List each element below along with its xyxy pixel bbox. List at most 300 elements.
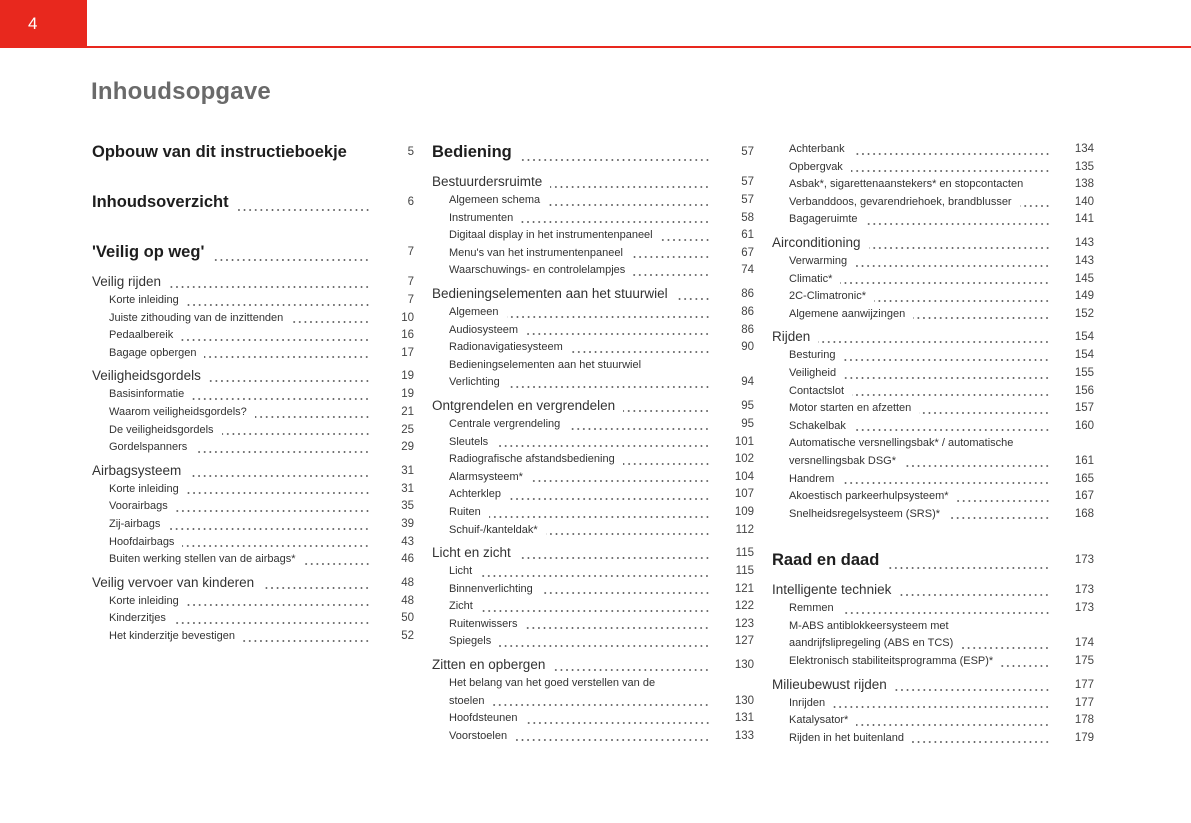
toc-page-number: 143: [1074, 236, 1094, 249]
toc-entry-title: Radionavigatiesysteem: [449, 341, 563, 354]
toc-entry-title: Waarom veiligheidsgordels?: [109, 405, 247, 418]
dot-leader: [355, 156, 370, 162]
toc-section[interactable]: [772, 233, 1094, 253]
toc-entry[interactable]: [92, 386, 414, 404]
toc-row: [772, 233, 1094, 253]
header-rule: [0, 46, 1191, 48]
toc-row: [789, 194, 1094, 212]
dot-leader: [174, 619, 370, 625]
toc-entry[interactable]: [432, 322, 754, 340]
toc-entry[interactable]: [432, 434, 754, 452]
toc-entry[interactable]: [92, 551, 414, 569]
dot-leader: [948, 514, 1050, 520]
toc-page-number: 135: [1074, 160, 1094, 173]
toc-entry[interactable]: [772, 211, 1094, 229]
toc-entry-title: Contactslot: [789, 384, 845, 397]
toc-entry[interactable]: [772, 141, 1094, 159]
toc-page-number: 115: [735, 547, 754, 560]
toc-entry-title: Raad en daad: [772, 551, 880, 570]
toc-page-number: 173: [1074, 602, 1094, 615]
dot-leader: [1020, 202, 1050, 208]
toc-entry-title: Kinderzitjes: [109, 612, 166, 625]
toc-entry[interactable]: [92, 327, 414, 345]
toc-entry-title: Het kinderzitje bevestigen: [109, 629, 235, 642]
toc-row: [109, 327, 414, 345]
toc-chapter[interactable]: [92, 139, 414, 165]
toc-row: [449, 598, 754, 616]
toc-entry-title: Binnenverlichting: [449, 582, 533, 595]
toc-column-3: [772, 141, 1094, 747]
toc-page-number: 10: [401, 311, 414, 324]
toc-row: [789, 383, 1094, 401]
toc-row: [449, 227, 754, 245]
toc-entry[interactable]: [772, 159, 1094, 177]
toc-page-number: 174: [1074, 637, 1094, 650]
toc-entry-title: Zicht: [449, 600, 473, 613]
toc-row: [432, 543, 754, 563]
toc-row: [92, 573, 414, 593]
toc-entry-title: Achterklep: [449, 488, 501, 501]
toc-page-number: 131: [734, 712, 754, 725]
dot-leader: [852, 391, 1050, 397]
dot-leader: [818, 338, 1050, 344]
toc-page-number: 57: [741, 146, 754, 158]
toc-section[interactable]: [432, 543, 754, 563]
toc-row: [109, 498, 414, 516]
dot-leader: [291, 318, 370, 324]
dot-leader: [548, 201, 710, 207]
toc-row: [449, 245, 754, 263]
toc-entry[interactable]: [432, 339, 754, 357]
toc-entry-title: Opbergvak: [789, 160, 843, 173]
toc-row: [789, 712, 1094, 730]
toc-section[interactable]: [772, 327, 1094, 347]
toc-row: [449, 451, 754, 469]
dot-leader: [874, 297, 1050, 303]
toc-row: [449, 616, 754, 634]
toc-section[interactable]: [432, 396, 754, 416]
toc-entry[interactable]: [432, 262, 754, 280]
toc-entry-title: Intelligente techniek: [772, 582, 892, 598]
toc-entry[interactable]: [772, 600, 1094, 618]
dot-leader: [187, 489, 370, 495]
toc-entry[interactable]: [772, 365, 1094, 383]
toc-entry[interactable]: [432, 581, 754, 599]
toc-page-number: 101: [734, 435, 754, 448]
toc-entry[interactable]: [772, 347, 1094, 365]
toc-page-number: 177: [1074, 696, 1094, 709]
toc-entry-title: Besturing: [789, 349, 836, 362]
toc-entry[interactable]: [772, 271, 1094, 289]
toc-entry[interactable]: [432, 227, 754, 245]
toc-entry[interactable]: [92, 593, 414, 611]
toc-page-number: 86: [741, 287, 754, 300]
toc-page-number: 58: [741, 211, 754, 224]
toc-row: [449, 693, 754, 711]
toc-page-number: 127: [734, 635, 754, 648]
toc-entry-title: Airbagsysteem: [92, 462, 182, 478]
toc-section[interactable]: [772, 580, 1094, 600]
toc-row: [789, 288, 1094, 306]
toc-entry-title: Bagage opbergen: [109, 346, 197, 359]
toc-entry-title: 'Veilig op weg': [92, 243, 205, 261]
toc-entry[interactable]: [92, 481, 414, 499]
toc-page-number: 157: [1074, 402, 1094, 415]
toc-section[interactable]: [432, 284, 754, 304]
toc-entry-title: Verwarming: [789, 254, 848, 267]
toc-entry[interactable]: [432, 710, 754, 728]
toc-entry[interactable]: [432, 192, 754, 210]
dot-leader: [842, 609, 1050, 615]
dot-leader: [869, 244, 1050, 250]
toc-page-number: 57: [741, 194, 754, 206]
toc-row: [109, 610, 414, 628]
toc-page-number: 155: [1074, 366, 1094, 379]
dot-leader: [195, 448, 370, 454]
toc-page-number: 179: [1074, 731, 1094, 744]
toc-entry-title: Zitten en opbergen: [432, 657, 546, 673]
dot-leader: [842, 479, 1050, 485]
toc-entry-title: 2C-Climatronic*: [789, 290, 867, 303]
toc-entry-title: Climatic*: [789, 272, 833, 285]
toc-entry-title: Snelheidsregelsysteem (SRS)*: [789, 507, 941, 520]
toc-page-number: 95: [741, 417, 754, 430]
toc-row: [449, 504, 754, 522]
toc-entry[interactable]: [772, 400, 1094, 418]
toc-page-number: 134: [1074, 143, 1094, 155]
toc-entry-title: Korte inleiding: [109, 594, 179, 607]
toc-page-number: 167: [1074, 490, 1094, 503]
toc-entry-title: Algemeen: [449, 305, 499, 318]
toc-section[interactable]: [92, 461, 414, 481]
toc-row: [109, 310, 414, 328]
toc-row: [789, 400, 1094, 418]
toc-row: [109, 439, 414, 457]
toc-entry-title: Achterbank: [789, 143, 845, 155]
dot-leader: [623, 460, 710, 466]
toc-entry-title: Milieubewust rijden: [772, 676, 887, 692]
toc-section[interactable]: [772, 675, 1094, 695]
toc-page-number: 19: [401, 370, 414, 383]
dot-leader: [209, 377, 370, 383]
toc-row: [432, 396, 754, 416]
toc-entry-title: Spiegels: [449, 635, 492, 648]
toc-row: [449, 522, 754, 540]
toc-entry[interactable]: [92, 422, 414, 440]
dot-leader: [855, 262, 1050, 268]
dot-leader: [182, 542, 370, 548]
toc-entry[interactable]: [432, 563, 754, 581]
toc-entry[interactable]: [772, 288, 1094, 306]
toc-entry-title-continued: aandrijfslipregeling (ABS en TCS): [789, 637, 954, 650]
dot-leader: [519, 554, 710, 560]
toc-entry-title: Bedieningselementen aan het stuurwiel: [449, 358, 642, 371]
toc-entry[interactable]: [772, 418, 1094, 436]
toc-row: [449, 304, 754, 322]
toc-row: [432, 172, 754, 192]
toc-row: [789, 506, 1094, 524]
dot-leader: [187, 301, 370, 307]
toc-row: [789, 471, 1094, 489]
toc-row: [772, 580, 1094, 600]
toc-entry[interactable]: [772, 712, 1094, 730]
page-title: Inhoudsopgave: [91, 78, 271, 105]
toc-row: [449, 322, 754, 340]
toc-entry[interactable]: [432, 486, 754, 504]
toc-entry-title: Veiligheid: [789, 366, 837, 379]
toc-entry-title: Veilig vervoer van kinderen: [92, 574, 255, 590]
toc-row: [449, 469, 754, 487]
toc-entry-title: Alarmsysteem*: [449, 470, 523, 483]
toc-entry[interactable]: [432, 357, 754, 392]
toc-entry[interactable]: [432, 598, 754, 616]
dot-leader: [509, 495, 710, 501]
toc-entry[interactable]: [772, 618, 1094, 653]
toc-section[interactable]: [92, 272, 414, 292]
toc-entry[interactable]: [92, 534, 414, 552]
dot-leader: [481, 607, 710, 613]
toc-entry[interactable]: [92, 439, 414, 457]
toc-row: [109, 292, 414, 310]
toc-entry-title: Digitaal display in het instrumentenpaneel: [449, 229, 653, 242]
toc-page-number: 16: [401, 329, 414, 342]
toc-entry-title: Sleutels: [449, 435, 489, 448]
toc-section[interactable]: [432, 655, 754, 675]
toc-entry[interactable]: [92, 404, 414, 422]
toc-row: [789, 347, 1094, 365]
dot-leader: [243, 637, 370, 643]
toc-page-number: 112: [735, 523, 754, 536]
toc-entry[interactable]: [432, 728, 754, 746]
toc-entry[interactable]: [92, 498, 414, 516]
toc-entry[interactable]: [432, 210, 754, 228]
dot-leader: [895, 686, 1050, 692]
toc-row: [449, 192, 754, 210]
toc-entry[interactable]: [772, 306, 1094, 324]
toc-page-number: 175: [1074, 655, 1094, 668]
toc-page-number: 17: [401, 346, 414, 359]
toc-row: [432, 655, 754, 675]
dot-leader: [913, 314, 1050, 320]
toc-row: [449, 581, 754, 599]
toc-row: [789, 306, 1094, 324]
toc-entry-title: Opbouw van dit instructieboekje: [92, 143, 347, 161]
toc-page-number: 6: [407, 196, 414, 208]
toc-entry-title: Licht en zicht: [432, 545, 511, 561]
toc-entry-title: Het belang van het goed verstellen van de: [449, 677, 656, 690]
dot-leader: [489, 513, 710, 519]
dot-leader: [856, 721, 1050, 727]
toc-row: [789, 365, 1094, 383]
dot-leader: [887, 564, 1050, 570]
dot-leader: [1001, 662, 1050, 668]
toc-entry[interactable]: [772, 253, 1094, 271]
toc-page-number: 130: [734, 659, 754, 672]
toc-entry-title: Bagageruimte: [789, 213, 858, 226]
toc-row: [789, 488, 1094, 506]
dot-leader: [1031, 185, 1050, 191]
toc-page-number: 90: [741, 341, 754, 354]
toc-entry[interactable]: [432, 522, 754, 540]
toc-entry-title: Buiten werking stellen van de airbags*: [109, 553, 296, 566]
toc-row: [92, 272, 414, 292]
toc-entry-title-continued: stoelen: [449, 694, 485, 707]
dot-leader: [255, 413, 370, 419]
toc-row: [109, 386, 414, 404]
toc-row: [449, 710, 754, 728]
page-number-badge: [0, 0, 87, 47]
dot-leader: [843, 356, 1050, 362]
toc-row: [789, 695, 1094, 713]
toc-entry[interactable]: [432, 616, 754, 634]
toc-row: [92, 189, 414, 215]
toc-row: [432, 139, 754, 165]
toc-section[interactable]: [432, 172, 754, 192]
dot-leader: [840, 279, 1050, 285]
toc-entry-title-continued: versnellingsbak DSG*: [789, 454, 896, 467]
toc-entry[interactable]: [92, 610, 414, 628]
toc-page-number: 7: [407, 276, 414, 288]
toc-entry-title: Handrem: [789, 472, 835, 485]
toc-row: [449, 339, 754, 357]
toc-entry-title: Hoofdairbags: [109, 535, 175, 548]
toc-entry-title: Juiste zithouding van de inzittenden: [109, 311, 284, 324]
toc-entry[interactable]: [432, 416, 754, 434]
toc-page-number: 115: [735, 565, 754, 578]
toc-page-number: 7: [407, 246, 414, 258]
dot-leader: [222, 430, 370, 436]
dot-leader: [919, 409, 1050, 415]
toc-entry[interactable]: [432, 469, 754, 487]
dot-leader: [961, 644, 1050, 650]
toc-row: [109, 593, 414, 611]
toc-entry[interactable]: [432, 633, 754, 651]
toc-page-number: 133: [734, 729, 754, 742]
dot-leader: [531, 477, 710, 483]
toc-entry[interactable]: [772, 695, 1094, 713]
toc-row: [109, 481, 414, 499]
toc-row: [772, 547, 1094, 573]
toc-page-number: 52: [401, 629, 414, 642]
toc-entry-title: Schakelbak: [789, 419, 846, 432]
toc-entry[interactable]: [772, 488, 1094, 506]
toc-section[interactable]: [92, 366, 414, 386]
toc-entry[interactable]: [92, 292, 414, 310]
toc-page-number: 95: [741, 399, 754, 412]
dot-leader: [480, 572, 710, 578]
toc-entry[interactable]: [772, 383, 1094, 401]
toc-entry[interactable]: [92, 345, 414, 363]
toc-entry-title: Motor starten en afzetten: [789, 402, 912, 415]
toc-row: [109, 628, 414, 646]
toc-page-number: 122: [734, 600, 754, 613]
toc-entry-title: Voorairbags: [109, 500, 168, 513]
toc-entry[interactable]: [772, 435, 1094, 470]
toc-entry[interactable]: [92, 516, 414, 534]
dot-leader: [550, 183, 710, 189]
toc-entry-title: Voorstoelen: [449, 729, 508, 742]
toc-entry[interactable]: [772, 194, 1094, 212]
toc-entry-title: Menu's van het instrumentenpaneel: [449, 246, 623, 259]
toc-page-number: 86: [741, 323, 754, 336]
dot-leader: [553, 666, 710, 672]
dot-leader: [631, 253, 710, 259]
dot-leader: [623, 407, 710, 413]
toc-page-number: 173: [1074, 554, 1094, 567]
toc-row: [789, 159, 1094, 177]
toc-entry[interactable]: [432, 451, 754, 469]
toc-page-number: 152: [1074, 307, 1094, 320]
dot-leader: [676, 295, 710, 301]
toc-entry-title: Basisinformatie: [109, 388, 185, 401]
toc-entry-title: Remmen: [789, 602, 834, 615]
toc-page-number: 48: [401, 576, 414, 589]
toc-entry[interactable]: [432, 304, 754, 322]
toc-page-number: 46: [401, 553, 414, 566]
toc-entry[interactable]: [92, 628, 414, 646]
toc-entry[interactable]: [432, 675, 754, 710]
dot-leader: [866, 220, 1051, 226]
toc-chapter[interactable]: [772, 547, 1094, 573]
dot-leader: [192, 395, 370, 401]
toc-entry-title: Centrale vergrendeling: [449, 417, 561, 430]
toc-entry[interactable]: [772, 176, 1094, 194]
dot-leader: [189, 472, 370, 478]
dot-leader: [521, 218, 710, 224]
toc-entry-title: Instrumenten: [449, 211, 514, 224]
dot-leader: [526, 719, 711, 725]
toc-chapter[interactable]: [432, 139, 754, 165]
toc-page-number: 5: [407, 146, 414, 158]
toc-entry-title: Licht: [449, 565, 473, 578]
toc-entry-title: Veiligheidsgordels: [92, 368, 201, 384]
toc-entry-title: Inhoudsoverzicht: [92, 193, 229, 211]
toc-entry[interactable]: [772, 730, 1094, 748]
toc-section[interactable]: [92, 573, 414, 593]
toc-entry-title: Katalysator*: [789, 714, 849, 727]
toc-page-number: 67: [741, 246, 754, 259]
dot-leader: [515, 736, 710, 742]
toc-entry-title: Rijden in het buitenland: [789, 731, 904, 744]
dot-leader: [633, 271, 710, 277]
toc-entry[interactable]: [432, 245, 754, 263]
toc-entry-title: Zij-airbags: [109, 517, 161, 530]
toc-page-number: 168: [1074, 507, 1094, 520]
toc-entry[interactable]: [432, 504, 754, 522]
dot-leader: [854, 426, 1050, 432]
toc-entry-title: Audiosysteem: [449, 323, 519, 336]
toc-page-number: 149: [1074, 290, 1094, 303]
toc-entry[interactable]: [772, 506, 1094, 524]
toc-row: [109, 422, 414, 440]
toc-row: [772, 327, 1094, 347]
toc-row: [789, 211, 1094, 229]
toc-page-number: 138: [1074, 178, 1094, 191]
toc-entry[interactable]: [92, 310, 414, 328]
toc-entry[interactable]: [772, 653, 1094, 671]
toc-page-number: 29: [401, 441, 414, 454]
dot-leader: [237, 206, 370, 212]
toc-chapter[interactable]: [92, 189, 414, 215]
toc-row: [772, 675, 1094, 695]
toc-page-number: 173: [1074, 584, 1094, 597]
toc-page-number: 21: [401, 405, 414, 418]
toc-entry[interactable]: [772, 471, 1094, 489]
dot-leader: [262, 584, 370, 590]
toc-chapter[interactable]: [92, 239, 414, 265]
toc-page-number: 50: [401, 612, 414, 625]
toc-page-number: 86: [741, 305, 754, 318]
